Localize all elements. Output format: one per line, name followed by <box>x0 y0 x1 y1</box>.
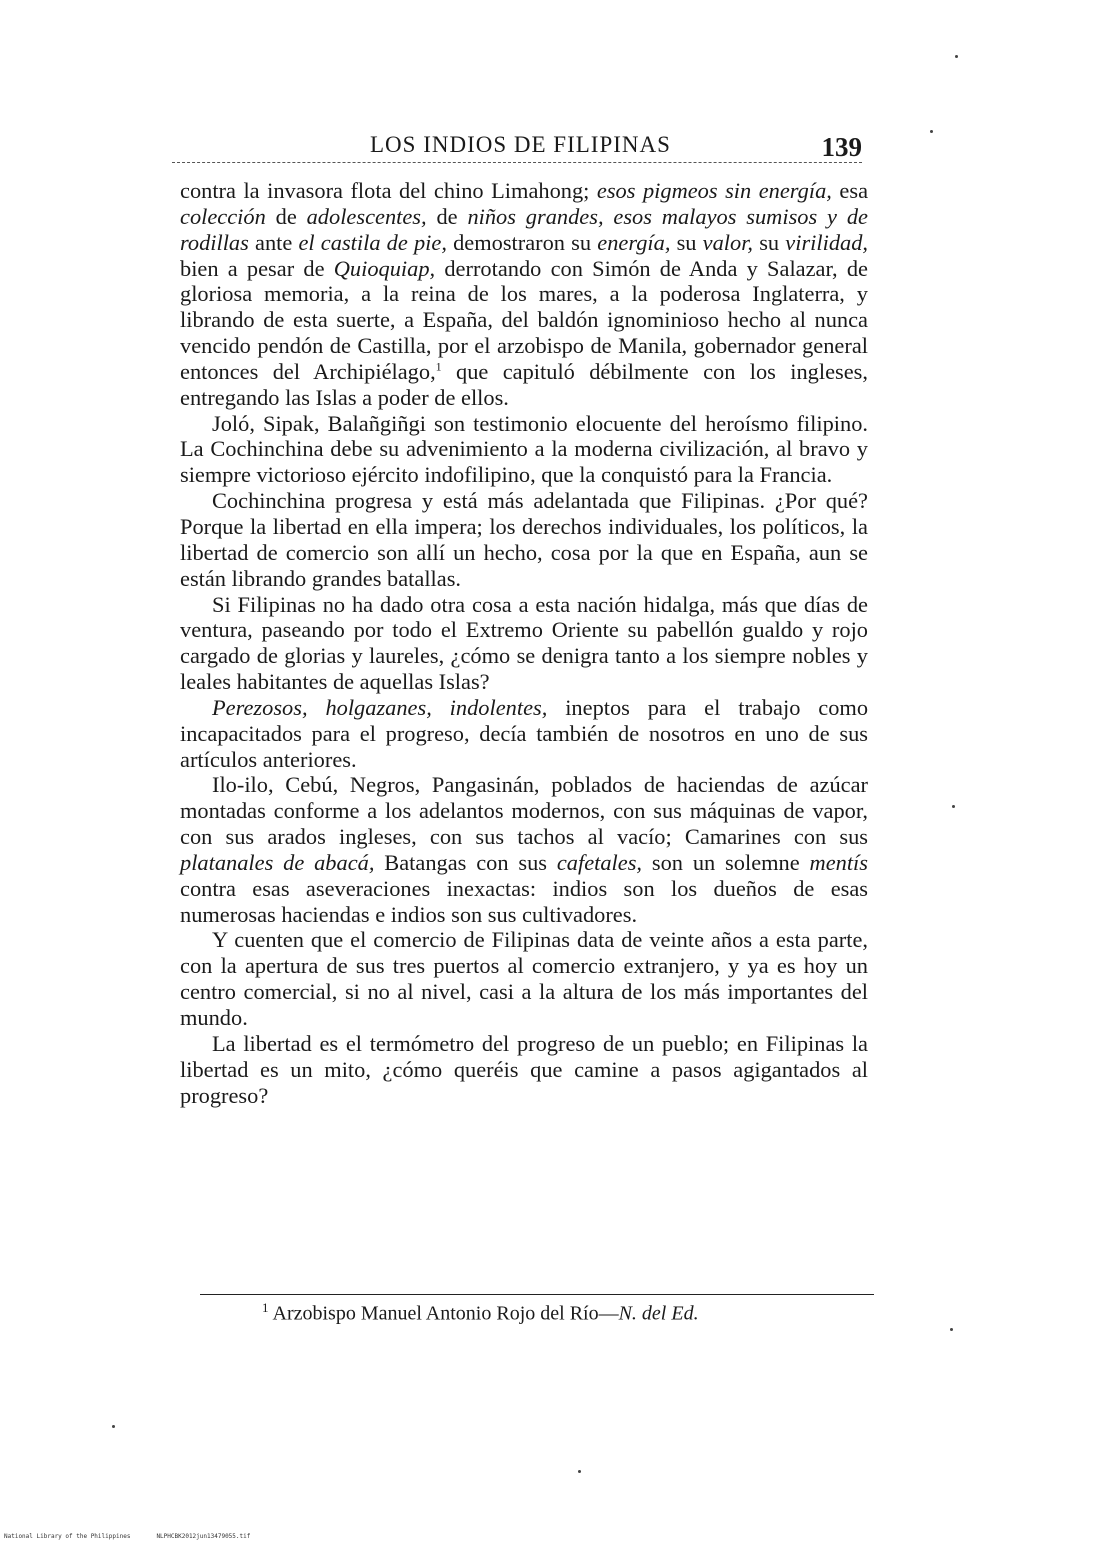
text-run: de <box>426 203 468 229</box>
page-number: 139 <box>821 132 862 162</box>
scan-speck <box>112 1425 115 1428</box>
paragraph <box>180 695 868 773</box>
text-run: Ilo-ilo, Cebú, Negros, Pangasinán, poblados de haciendas de azúcar montadas conforme a los adelantos modernos, con sus máquinas de vapor, con sus arados ingleses, con sus tachos al vacío; Camarines con sus <box>180 772 868 850</box>
italic-run: cafetales, <box>556 849 643 875</box>
italic-run: colección <box>180 203 266 229</box>
text-run: contra la invasora flota del chino Limahong; <box>180 178 597 203</box>
scan-speck <box>952 805 955 808</box>
scan-speck <box>955 55 958 58</box>
italic-run: valor, <box>702 229 754 255</box>
scan-file-id: NLPHCBK2012jun13479055.tif <box>156 1533 251 1540</box>
scan-library: National Library of the Philippines <box>4 1533 131 1540</box>
italic-run: niños grandes, esos malayos sumisos y de rodillas <box>180 203 868 255</box>
text-run: bien a pesar de <box>180 255 334 281</box>
scan-speck <box>930 130 933 133</box>
paragraph <box>180 411 868 489</box>
italic-run: energía, <box>597 229 671 255</box>
scan-speck <box>578 1470 581 1473</box>
running-title: LOS INDIOS DE FILIPINAS <box>370 132 671 157</box>
text-run: Si Filipinas no ha dado otra cosa a esta nación hidalga, más que días de ventura, paseando por todo el Extremo Oriente su pabellón gualdo y rojo cargado de glorias y laureles, ¿cómo se denigra tanto a los siempre nobles y leales habitantes de aquellas Islas? <box>180 591 868 695</box>
text-run: ante <box>248 229 299 255</box>
header-rule <box>172 162 862 163</box>
footnote-editor-note: N. del Ed. <box>618 1302 699 1325</box>
text-run: Y cuenten que el comercio de Filipinas data de veinte años a esta parte, con la apertura de sus tres puertos al comercio extranjero, y ya es hoy un centro comercial, si no al nivel, casi a la altura de los más importantes del mundo. <box>180 927 868 1030</box>
text-run: contra esas aseveraciones inexactas: indios son los dueños de esas numerosas haciendas e indios son sus cultivadores. <box>180 875 868 927</box>
text-run: ineptos para el trabajo como incapacitados para el progreso, decía también de nosotros en uno de sus artículos anteriores. <box>180 694 869 772</box>
text-run: que capituló débilmente con los ingleses, entregando las Islas a poder de ellos. <box>180 358 868 410</box>
text-run: de <box>265 203 307 229</box>
text-run: son un solemne <box>642 849 810 875</box>
scan-speck <box>950 1328 953 1331</box>
italic-run: esos pigmeos sin energía, <box>596 178 832 203</box>
italic-run: Perezosos, holgazanes, indolentes, <box>212 694 548 720</box>
footnote <box>262 1300 862 1326</box>
text-run: su <box>753 229 786 255</box>
italic-run: adolescentes, <box>306 203 427 229</box>
paragraph <box>180 772 868 927</box>
paragraph <box>180 927 868 1030</box>
text-run: La libertad es el termómetro del progreso de un pueblo; en Filipinas la libertad es un mito, ¿cómo queréis que camine a pasos agigantados al progreso? <box>180 1030 868 1108</box>
scan-label <box>4 1533 276 1540</box>
paragraph <box>180 1031 868 1109</box>
text-run: demostraron su <box>446 229 598 255</box>
text-run: Joló, Sipak, Balañgiñgi son testimonio elocuente del heroísmo filipino. La Cochinchina debe su advenimiento a la moderna civilización, al bravo y siempre victorioso ejército indofilipino, que la conquistó para la Francia. <box>180 410 868 488</box>
text-run: su <box>670 229 703 255</box>
paragraph <box>180 178 868 411</box>
text-run: Cochinchina progresa y está más adelantada que Filipinas. ¿Por qué? Porque la libertad en ella impera; los derechos individuales, los políticos, la libertad de comercio son allí un hecho, cosa por la que en España, aun se están librando grandes batallas. <box>180 488 868 591</box>
footnote-reference: 1 <box>435 359 442 374</box>
text-run: derrotando con Simón de Anda y Salazar, de gloriosa memoria, a la reina de los mares, a la poderosa Inglaterra, y librando de esta suerte, a España, del baldón ignominioso hecho al nunca vencido pendón de Castilla, por el arzobispo de Manila, gobernador general entonces del Archipiélago, <box>180 255 868 384</box>
italic-run: mentís <box>809 849 868 875</box>
text-run: Batangas con sus <box>374 849 557 875</box>
body-text <box>180 178 868 1108</box>
footnote-rule <box>200 1294 874 1295</box>
text-run: esa <box>831 178 869 203</box>
paragraph <box>180 592 868 695</box>
italic-run: Quioquiap, <box>333 255 436 281</box>
italic-run: el castila de pie, <box>298 229 447 255</box>
italic-run: virilidad, <box>785 229 868 255</box>
footnote-mark: 1 <box>262 1300 269 1315</box>
footnote-text: Arzobispo Manuel Antonio Rojo del Río— <box>272 1302 619 1325</box>
italic-run: platanales de abacá, <box>180 849 375 875</box>
paragraph <box>180 488 868 591</box>
